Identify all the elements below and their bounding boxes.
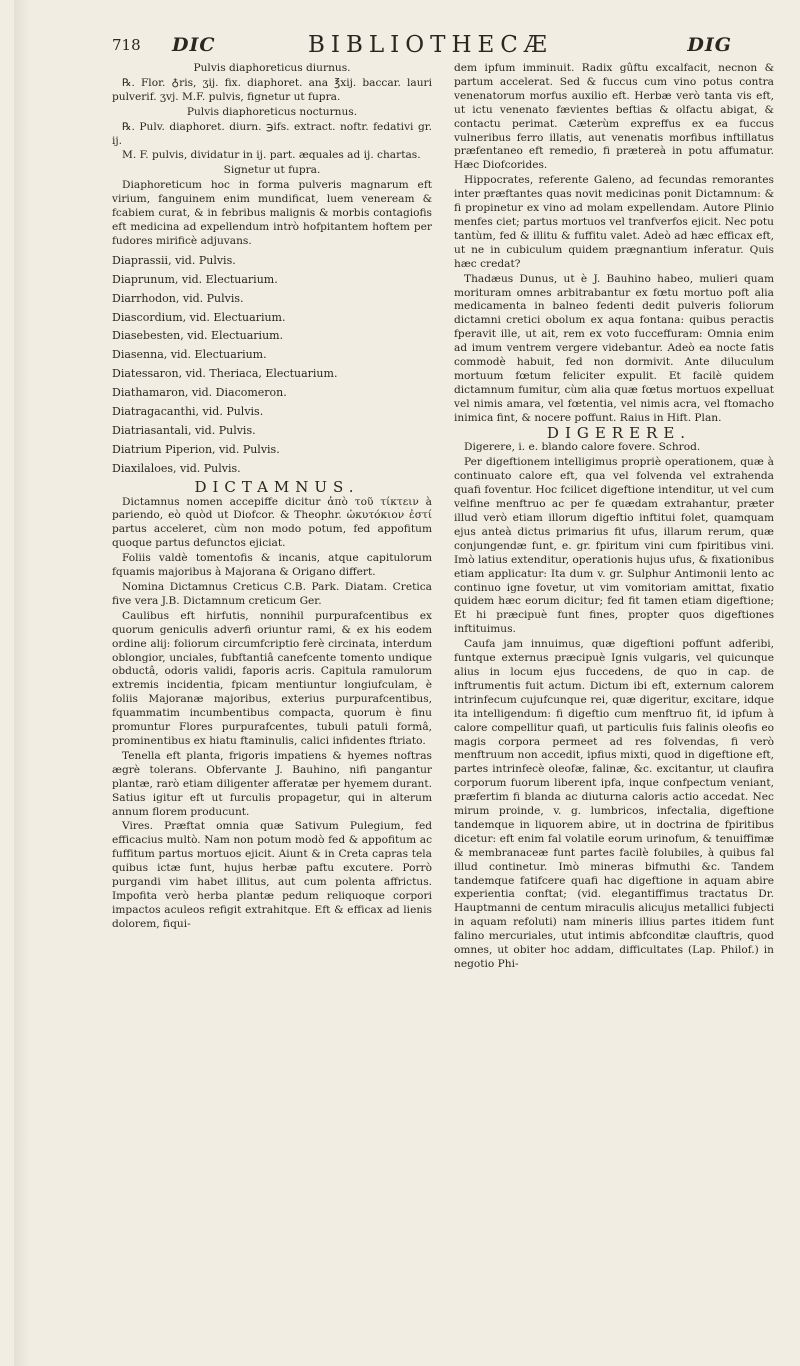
right-column — [454, 62, 774, 1342]
paragraph: Per digeftionem intelligimus propriè operationem, quæ à continuato calore eft, qua vel folvenda vel extrahenda quafi foventur. Hoc fcilicet digeftione intenditur, ut vel cum velfine menftruo ac per fe quædam extrahantur, præter illud verò etiam illorum digeftio inftitui folet, quamquam ejus anteà dictus primarius fit ufus, illarum rerum, quæ conjungendæ funt, e. gr. fpiritum vini cum fpiritibus vini. Imò latius extenditur, operationis hujus ufus, & fixationibus etiam applicatur: Ita dum v. gr. Sulphur Antimonii lento ac continuo igne fovetur, ut vim vomitoriam amittat, fixatio quidem hæc eorum dicitur; fed fit tamen etiam digeftione; Et hi præcipuè funt fines, propter quos digeftiones inftituimus. — [454, 456, 774, 636]
header-title: BIBLIOTHECÆ — [308, 32, 553, 58]
cross-reference-entry: Diasenna, vid. Electuarium. — [112, 348, 267, 362]
cross-reference-entry: Diaprassii, vid. Pulvis. — [112, 253, 236, 267]
section-heading: DIGERERE. — [546, 423, 692, 442]
paragraph: Caulibus eft hirfutis, nonnihil purpurafcentibus ex quorum geniculis adverfi oriuntur rami, & ex his eodem ordine alij: foliorum circumfcriptio ferè circinata, interdum oblongior, unciales, fubftantiâ canefcente tomento undique obductâ, odoris validi, faporis acris. Capitula ramulorum extremis incidentia, fpicam mentiuntur longiufculam, è foliis Majoranæ majoribus, exterius purpurafcentibus, fquammatim incumbentibus compacta, quorum è finu promuntur Flores purpurafcentes, tubuli patuli formâ, prominentibus ex hiatu ftaminulis, calici infidentes ftriato. — [112, 609, 432, 747]
cross-reference-entry: Diaxilaloes, vid. Pulvis. — [112, 461, 241, 475]
header-right-catchword: DIG — [687, 34, 732, 56]
paragraph: Digerere, i. e. blando calore fovere. Schrod. — [464, 441, 701, 454]
section-heading: DICTAMNUS. — [194, 477, 360, 496]
paragraph: Diaphoreticum hoc in forma pulveris magnarum eft virium, fanguinem enim mundificat, luem veneream & fcabiem curat, & in febribus malignis & morbis contagiofis eft medicina ad expellendum intrò hofpitantem hoftem per fudores mirificè adjuvans. — [112, 179, 432, 247]
paragraph: Dictamnus nomen accepiffe dicitur ἀπὸ τοῦ τίκτειν à pariendo, eò quòd ut Diofcor. & Theophr. ὠκυτόκιον ἐστί partus acceleret, cùm non modo potum, fed appofitum quoque partus defunctos ejiciat. — [112, 495, 432, 550]
paragraph: Vires. Præftat omnia quæ Sativum Pulegium, fed efficacius multò. Nam non potum modò fed & appofitum ac fuffitum partus mortuos ejicit. Aiunt & in Creta capras tela quibus ictæ funt, hujus herbæ paftu excutere. Porrò purgandi vim habet illitus, aut cum polenta affrictus. Impofita verò herba plantæ pedum reliquoque corpori impactos aculeos refigit extrahitque. Eft & efficax ad lienis dolorem, fiqui- — [112, 820, 432, 930]
cross-reference-entry: Diatragacanthi, vid. Pulvis. — [112, 405, 264, 419]
paragraph: Nomina Dictamnus Creticus C.B. Park. Diatam. Cretica five vera J.B. Dictamnum creticum Ger. — [112, 581, 432, 607]
cross-reference-entry: Diatriasantali, vid. Pulvis. — [112, 423, 256, 437]
cross-reference-entry: Diathamaron, vid. Diacomeron. — [112, 386, 287, 400]
recipe-text: M. F. pulvis, dividatur in ij. part. æquales ad ij. chartas. — [122, 149, 421, 162]
paragraph: dem ipfum imminuit. Radix gûftu excalfacit, necnon & partum accelerat. Sed & fuccus cum vino potus contra venenatorum morfus auxilio eft. Herbæ verò tanta vis eft, ut ictu venenato fævientes beftias & olfactu abigat, & contactu perimat. Cæterùm expreffus ex ea fuccus vulneribus ferro illatis, aut venenatis morfibus inftillatus præfentaneo eft remedio, fi prætereà in potu affumatur. Hæc Diofcorides. — [454, 62, 774, 172]
cross-reference-entry: Diatrium Piperion, vid. Pulvis. — [112, 442, 280, 456]
recipe-text: Signetur ut fupra. — [223, 164, 321, 177]
paragraph: Thadæus Dunus, ut è J. Bauhino habeo, mulieri quam morituram omnes arbitrabantur ex fœtu mortuo poft alia medicamenta in balneo fedenti dedit pulveris foliorum dictamni cretici obolum ex aqua fontana: quibus peractis fperavit ille, ut ait, rem ex voto fucceffuram: Omnia enim ad imum ventrem vergere videbantur. Adeò ea nocte fatis commodè habuit, fed non dormivit. Ante diluculum mortuum fœtum feliciter expulit. Et facilè quidem dictamnum fumitur, cùm alia quæ fœtus mortuos expelluat vel nimis amara, vel fœtentia, vel nimis acra, vel ftomacho inimica fint, & nocere poffunt. Raius in Hift. Plan. — [454, 272, 774, 424]
recipe-text: ℞. Flor. ♁ris, ʒij. fix. diaphoret. ana ℥xij. baccar. lauri pulverif. ʒvj. M.F. pulvis, fignetur ut fupra. — [112, 76, 432, 103]
text-columns — [112, 62, 774, 1342]
paragraph: Foliis valdè tomentofis & incanis, atque capitulorum fquamis majoribus à Majorana & Origano differt. — [112, 552, 432, 579]
cross-reference-entry: Diarrhodon, vid. Pulvis. — [112, 291, 244, 305]
cross-reference-entry: Diasebesten, vid. Electuarium. — [112, 329, 284, 343]
recipe-heading: Pulvis diaphoreticus diurnus. — [193, 62, 351, 74]
paragraph: Tenella eft planta, frigoris impatiens & hyemes noftras ægrè tolerans. Obfervante J. Bauhino, nifi pangantur plantæ, rarò etiam diligenter afferatæ per hyemem durant. Satius igitur eft ut furculis propagetur, qui in alterum annum florem producunt. — [112, 749, 432, 818]
cross-reference-entry: Diascordium, vid. Electuarium. — [112, 310, 286, 324]
cross-reference-entry: Diaprunum, vid. Electuarium. — [112, 272, 278, 286]
left-column — [112, 62, 432, 1342]
cross-reference-entry: Diatessaron, vid. Theriaca, Electuarium. — [112, 367, 338, 381]
page-number: 718 — [112, 36, 141, 54]
recipe-text: ℞. Pulv. diaphoret. diurn. ℈ifs. extract. noftr. fedativi gr. ij. — [112, 120, 432, 147]
header-left-catchword: DIC — [172, 34, 216, 56]
paragraph: Hippocrates, referente Galeno, ad fecundas remorantes inter præftantes quas novit medicinas ponit Dictamnum: & fi propinetur ex vino ad molam expellendam. Autore Plinio menfes ciet; partus mortuos vel tranfverfos ejicit. Nec potu tantùm, fed & illitu & fuffitu valet. Adeò ad hæc efficax eft, ut ne in cubiculum quidem prægnantium inferatur. Quis hæc credat? — [454, 174, 774, 270]
page-fold-shadow — [14, 0, 30, 1366]
paragraph: Caufa jam innuimus, quæ digeftioni poffunt adferibi, funtque externus præcipuè Ignis vulgaris, vel quicunque alius in locum ejus fuccedens, de quo in cap. de inftrumentis fuit actum. Dictum ibi eft, externum calorem intrinfecum cujufcunque rei, quæ digeritur, excitare, idque ita intelligendum: fi digeftio cum menftruo fit, id ipfum à calore compellitur quafi, ut particulis fuis falinis oleofis eo magis corpora permeet ad res folvendas, fi verò menftruum non accedit, ipfius mixti, quod in digeftione eft, partes intrinfecè oleofæ, falinæ, &c. excitantur, ut claufira corporum fuorum liberent ipfa, inque confpectum veniant, præfertim fi blanda ac diuturna caloris actio accedat. Nec mirum proinde, v. g. lumbricos, infectalia, digeftione tandemque in liquorem abire, ut in doctrina de fpiritibus dicetur: eft enim fal volatile eorum urinofum, & tenuiffimæ & membranaceæ funt partes facilè folubiles, à quibus fal illud continetur. Imò mineras bifmuthi &c. Tandem tandemque fatifcere quafi hac digeftione in aquam abire experientia conftat; (vid. elegantiffimus tractatus Dr. Hauptmanni de centum miraculis alicujus metallici fubjecti in aquam refoluti) nam mineris illius partes itidem funt falino mercuriales, utut intimis abfconditæ clauftris, quod omnes, ut obiter hoc addam, difficultates (Lap. Philof.) in negotio Phi- — [454, 638, 774, 970]
recipe-heading: Pulvis diaphoreticus nocturnus. — [186, 105, 358, 118]
